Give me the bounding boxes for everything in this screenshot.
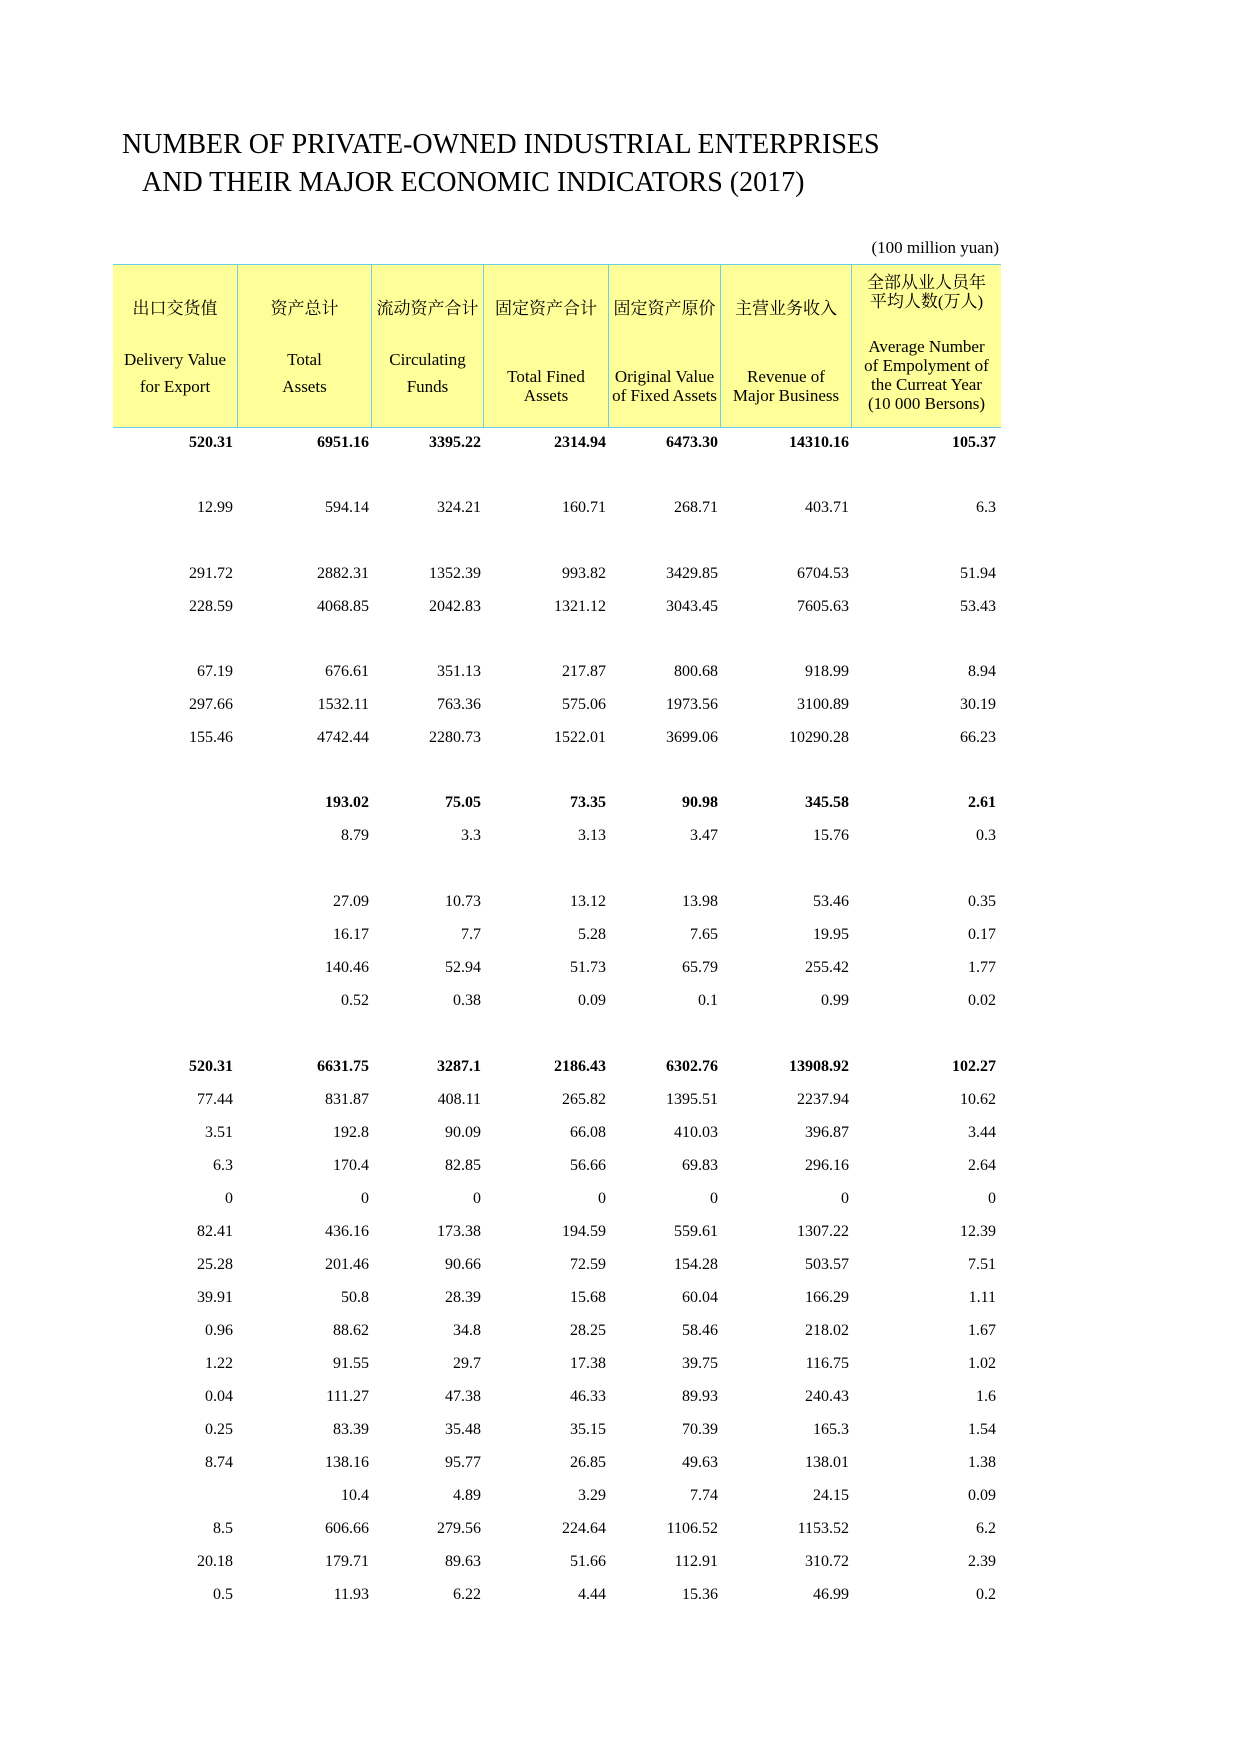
cell-fixed-assets: 575.06 — [562, 696, 606, 713]
cell-revenue: 10290.28 — [789, 729, 849, 746]
cell-total-assets: 88.62 — [333, 1322, 369, 1339]
table-row — [113, 1058, 1001, 1082]
header-revenue — [720, 265, 851, 427]
cell-original-value: 65.79 — [682, 959, 718, 976]
table-row — [113, 729, 1001, 753]
cell-export: 8.5 — [213, 1520, 233, 1537]
cell-employment: 12.39 — [960, 1223, 996, 1240]
cell-circulating-funds: 1352.39 — [429, 565, 481, 582]
cell-total-assets: 6951.16 — [317, 434, 369, 451]
cell-circulating-funds: 173.38 — [437, 1223, 481, 1240]
cell-employment: 0.3 — [976, 827, 996, 844]
cell-circulating-funds: 34.8 — [453, 1322, 481, 1339]
cell-fixed-assets: 26.85 — [570, 1454, 606, 1471]
table-row — [113, 1553, 1001, 1577]
header-export-cn: 出口交货值 — [132, 299, 218, 318]
cell-employment: 0.02 — [968, 992, 996, 1009]
cell-fixed-assets: 217.87 — [562, 663, 606, 680]
table-row — [113, 1223, 1001, 1247]
cell-employment: 1.6 — [976, 1388, 996, 1405]
cell-revenue: 138.01 — [805, 1454, 849, 1471]
cell-total-assets: 111.27 — [326, 1388, 369, 1405]
cell-total-assets: 4742.44 — [317, 729, 369, 746]
cell-fixed-assets: 51.66 — [570, 1553, 606, 1570]
cell-total-assets: 10.4 — [341, 1487, 369, 1504]
cell-circulating-funds: 52.94 — [445, 959, 481, 976]
table-row — [113, 1520, 1001, 1544]
header-original-value-cn: 固定资产原价 — [613, 299, 716, 318]
unit-note: (100 million yuan) — [871, 238, 999, 257]
header-employment-en-3: the Curreat Year — [871, 375, 982, 394]
cell-total-assets: 8.79 — [341, 827, 369, 844]
cell-total-assets: 676.61 — [325, 663, 369, 680]
table-row — [113, 565, 1001, 589]
cell-original-value: 3.47 — [690, 827, 718, 844]
cell-original-value: 800.68 — [674, 663, 718, 680]
cell-total-assets: 201.46 — [325, 1256, 369, 1273]
cell-total-assets: 4068.85 — [317, 598, 369, 615]
cell-circulating-funds: 2280.73 — [429, 729, 481, 746]
cell-original-value: 39.75 — [682, 1355, 718, 1372]
cell-total-assets: 6631.75 — [317, 1058, 369, 1075]
cell-fixed-assets: 2186.43 — [554, 1058, 606, 1075]
cell-employment: 1.67 — [968, 1322, 996, 1339]
cell-export: 77.44 — [197, 1091, 233, 1108]
cell-revenue: 0.99 — [821, 992, 849, 1009]
table-row — [113, 1289, 1001, 1313]
cell-circulating-funds: 47.38 — [445, 1388, 481, 1405]
cell-employment: 1.02 — [968, 1355, 996, 1372]
cell-revenue: 1307.22 — [797, 1223, 849, 1240]
cell-total-assets: 91.55 — [333, 1355, 369, 1372]
cell-revenue: 296.16 — [805, 1157, 849, 1174]
cell-original-value: 7.65 — [690, 926, 718, 943]
cell-total-assets: 192.8 — [333, 1124, 369, 1141]
cell-total-assets: 0 — [361, 1190, 369, 1207]
cell-original-value: 70.39 — [682, 1421, 718, 1438]
cell-circulating-funds: 29.7 — [453, 1355, 481, 1372]
cell-revenue: 0 — [841, 1190, 849, 1207]
cell-export: 6.3 — [213, 1157, 233, 1174]
cell-revenue: 3100.89 — [797, 696, 849, 713]
cell-fixed-assets: 13.12 — [570, 893, 606, 910]
table-row — [113, 1454, 1001, 1478]
cell-employment: 105.37 — [952, 434, 996, 451]
cell-employment: 102.27 — [952, 1058, 996, 1075]
cell-export: 0.25 — [205, 1421, 233, 1438]
table-row — [113, 499, 1001, 523]
header-circulating-funds-cn: 流动资产合计 — [376, 299, 479, 318]
header-employment-en-1: Average Number — [868, 337, 985, 356]
cell-original-value: 90.98 — [682, 794, 718, 811]
cell-original-value: 89.93 — [682, 1388, 718, 1405]
cell-fixed-assets: 15.68 — [570, 1289, 606, 1306]
header-employment — [851, 265, 1001, 427]
cell-revenue: 1153.52 — [797, 1520, 849, 1537]
cell-employment: 2.39 — [968, 1553, 996, 1570]
header-fixed-assets-cn: 固定资产合计 — [495, 299, 597, 318]
cell-employment: 7.51 — [968, 1256, 996, 1273]
cell-revenue: 24.15 — [813, 1487, 849, 1504]
cell-fixed-assets: 0.09 — [578, 992, 606, 1009]
cell-circulating-funds: 89.63 — [445, 1553, 481, 1570]
cell-original-value: 1973.56 — [666, 696, 718, 713]
cell-export: 3.51 — [205, 1124, 233, 1141]
cell-total-assets: 11.93 — [333, 1586, 369, 1603]
header-circulating-funds-en-1: Circulating — [389, 350, 466, 369]
cell-fixed-assets: 1522.01 — [554, 729, 606, 746]
cell-export: 228.59 — [189, 598, 233, 615]
cell-original-value: 13.98 — [682, 893, 718, 910]
cell-circulating-funds: 279.56 — [437, 1520, 481, 1537]
cell-total-assets: 606.66 — [325, 1520, 369, 1537]
cell-revenue: 2237.94 — [797, 1091, 849, 1108]
cell-original-value: 6302.76 — [666, 1058, 718, 1075]
cell-circulating-funds: 351.13 — [437, 663, 481, 680]
cell-export: 520.31 — [189, 1058, 233, 1075]
cell-circulating-funds: 324.21 — [437, 499, 481, 516]
header-revenue-en-1: Revenue of — [747, 367, 825, 386]
cell-circulating-funds: 0 — [473, 1190, 481, 1207]
header-total-assets-cn: 资产总计 — [270, 299, 339, 318]
table-row — [113, 434, 1001, 458]
cell-fixed-assets: 72.59 — [570, 1256, 606, 1273]
table-row — [113, 1421, 1001, 1445]
cell-total-assets: 179.71 — [325, 1553, 369, 1570]
cell-circulating-funds: 75.05 — [445, 794, 481, 811]
cell-circulating-funds: 3.3 — [461, 827, 481, 844]
cell-employment: 2.64 — [968, 1157, 996, 1174]
title-line-2: AND THEIR MAJOR ECONOMIC INDICATORS (2017) — [142, 167, 805, 198]
cell-fixed-assets: 46.33 — [570, 1388, 606, 1405]
cell-fixed-assets: 194.59 — [562, 1223, 606, 1240]
header-original-value-en-2: of Fixed Assets — [612, 386, 717, 405]
cell-fixed-assets: 265.82 — [562, 1091, 606, 1108]
cell-employment: 0.17 — [968, 926, 996, 943]
cell-original-value: 559.61 — [674, 1223, 718, 1240]
cell-employment: 1.54 — [968, 1421, 996, 1438]
table-row — [113, 1256, 1001, 1280]
cell-original-value: 58.46 — [682, 1322, 718, 1339]
cell-total-assets: 436.16 — [325, 1223, 369, 1240]
cell-total-assets: 138.16 — [325, 1454, 369, 1471]
cell-employment: 6.3 — [976, 499, 996, 516]
cell-employment: 0 — [988, 1190, 996, 1207]
cell-revenue: 13908.92 — [789, 1058, 849, 1075]
cell-fixed-assets: 2314.94 — [554, 434, 606, 451]
cell-fixed-assets: 224.64 — [562, 1520, 606, 1537]
cell-revenue: 403.71 — [805, 499, 849, 516]
cell-employment: 3.44 — [968, 1124, 996, 1141]
cell-fixed-assets: 56.66 — [570, 1157, 606, 1174]
cell-circulating-funds: 7.7 — [461, 926, 481, 943]
header-employment-en-4: (10 000 Bersons) — [867, 394, 986, 413]
cell-revenue: 46.99 — [813, 1586, 849, 1603]
cell-export: 39.91 — [197, 1289, 233, 1306]
cell-revenue: 14310.16 — [789, 434, 849, 451]
table-row — [113, 598, 1001, 622]
header-revenue-en-2: Major Business — [732, 386, 840, 405]
cell-export: 12.99 — [197, 499, 233, 516]
cell-export: 0.04 — [205, 1388, 233, 1405]
cell-circulating-funds: 4.89 — [453, 1487, 481, 1504]
cell-total-assets: 140.46 — [325, 959, 369, 976]
cell-export: 155.46 — [189, 729, 233, 746]
table-row — [113, 1091, 1001, 1115]
cell-export: 0.5 — [213, 1586, 233, 1603]
header-original-value-en-1: Original Value — [614, 367, 715, 386]
header-fixed-assets-en-2: Assets — [523, 386, 569, 405]
cell-original-value: 69.83 — [682, 1157, 718, 1174]
cell-total-assets: 83.39 — [333, 1421, 369, 1438]
cell-fixed-assets: 1321.12 — [554, 598, 606, 615]
header-employment-cn-1: 全部从业人员年 — [867, 273, 986, 292]
cell-original-value: 15.36 — [682, 1586, 718, 1603]
cell-original-value: 154.28 — [674, 1256, 718, 1273]
cell-export: 0.96 — [205, 1322, 233, 1339]
table-row — [113, 1487, 1001, 1511]
cell-original-value: 1395.51 — [666, 1091, 718, 1108]
cell-original-value: 7.74 — [690, 1487, 718, 1504]
cell-original-value: 60.04 — [682, 1289, 718, 1306]
table-row — [113, 663, 1001, 687]
cell-fixed-assets: 3.13 — [578, 827, 606, 844]
cell-original-value: 3429.85 — [666, 565, 718, 582]
cell-employment: 2.61 — [968, 794, 996, 811]
table-row — [113, 959, 1001, 983]
cell-fixed-assets: 28.25 — [570, 1322, 606, 1339]
cell-circulating-funds: 90.09 — [445, 1124, 481, 1141]
cell-revenue: 503.57 — [805, 1256, 849, 1273]
table-row — [113, 1190, 1001, 1214]
table-row — [113, 1586, 1001, 1610]
table-row — [113, 1355, 1001, 1379]
table-row — [113, 1388, 1001, 1412]
cell-employment: 6.2 — [976, 1520, 996, 1537]
page-title — [122, 126, 880, 202]
cell-employment: 0.35 — [968, 893, 996, 910]
cell-revenue: 218.02 — [805, 1322, 849, 1339]
title-line-1: NUMBER OF PRIVATE-OWNED INDUSTRIAL ENTERPRISES — [122, 129, 880, 160]
header-export — [113, 265, 237, 427]
cell-employment: 1.38 — [968, 1454, 996, 1471]
cell-revenue: 918.99 — [805, 663, 849, 680]
cell-export: 297.66 — [189, 696, 233, 713]
cell-revenue: 7605.63 — [797, 598, 849, 615]
header-original-value — [608, 265, 720, 427]
cell-original-value: 268.71 — [674, 499, 718, 516]
cell-fixed-assets: 35.15 — [570, 1421, 606, 1438]
header-export-en-1: Delivery Value — [123, 350, 227, 369]
cell-total-assets: 2882.31 — [317, 565, 369, 582]
cell-total-assets: 1532.11 — [317, 696, 369, 713]
cell-original-value: 0 — [710, 1190, 718, 1207]
cell-fixed-assets: 3.29 — [578, 1487, 606, 1504]
cell-total-assets: 0.52 — [341, 992, 369, 1009]
table-row — [113, 992, 1001, 1016]
table-row — [113, 893, 1001, 917]
cell-circulating-funds: 10.73 — [445, 893, 481, 910]
cell-revenue: 345.58 — [805, 794, 849, 811]
header-revenue-cn: 主营业务收入 — [735, 299, 837, 318]
header-employment-en-2: of Empolyment of — [864, 356, 989, 375]
header-fixed-assets-en-1: Total Fined — [507, 367, 585, 386]
cell-export: 25.28 — [197, 1256, 233, 1273]
cell-fixed-assets: 0 — [598, 1190, 606, 1207]
cell-revenue: 116.75 — [805, 1355, 849, 1372]
cell-original-value: 49.63 — [682, 1454, 718, 1471]
cell-original-value: 3043.45 — [666, 598, 718, 615]
cell-total-assets: 16.17 — [333, 926, 369, 943]
cell-total-assets: 50.8 — [341, 1289, 369, 1306]
cell-employment: 53.43 — [960, 598, 996, 615]
cell-total-assets: 594.14 — [325, 499, 369, 516]
cell-circulating-funds: 90.66 — [445, 1256, 481, 1273]
cell-export: 67.19 — [197, 663, 233, 680]
cell-original-value: 3699.06 — [666, 729, 718, 746]
table-row — [113, 1322, 1001, 1346]
cell-total-assets: 193.02 — [325, 794, 369, 811]
cell-fixed-assets: 993.82 — [562, 565, 606, 582]
cell-fixed-assets: 160.71 — [562, 499, 606, 516]
cell-fixed-assets: 4.44 — [578, 1586, 606, 1603]
cell-circulating-funds: 3287.1 — [437, 1058, 481, 1075]
cell-fixed-assets: 5.28 — [578, 926, 606, 943]
header-circulating-funds — [371, 265, 483, 427]
cell-fixed-assets: 17.38 — [570, 1355, 606, 1372]
header-total-assets — [237, 265, 371, 427]
table-row — [113, 827, 1001, 851]
cell-export: 520.31 — [189, 434, 233, 451]
cell-export: 82.41 — [197, 1223, 233, 1240]
table-row — [113, 794, 1001, 818]
cell-employment: 66.23 — [960, 729, 996, 746]
cell-original-value: 1106.52 — [666, 1520, 718, 1537]
header-export-en-2: for Export — [139, 377, 211, 396]
cell-revenue: 240.43 — [805, 1388, 849, 1405]
header-fixed-assets — [483, 265, 608, 427]
cell-employment: 8.94 — [968, 663, 996, 680]
cell-original-value: 6473.30 — [666, 434, 718, 451]
cell-original-value: 410.03 — [674, 1124, 718, 1141]
cell-revenue: 396.87 — [805, 1124, 849, 1141]
cell-circulating-funds: 408.11 — [437, 1091, 481, 1108]
cell-revenue: 19.95 — [813, 926, 849, 943]
cell-revenue: 165.3 — [813, 1421, 849, 1438]
table-row — [113, 1157, 1001, 1181]
table-row — [113, 696, 1001, 720]
cell-export: 1.22 — [205, 1355, 233, 1372]
header-circulating-funds-en-2: Funds — [406, 377, 449, 396]
cell-original-value: 112.91 — [674, 1553, 718, 1570]
cell-circulating-funds: 6.22 — [453, 1586, 481, 1603]
cell-revenue: 15.76 — [813, 827, 849, 844]
cell-employment: 10.62 — [960, 1091, 996, 1108]
cell-revenue: 53.46 — [813, 893, 849, 910]
cell-export: 0 — [225, 1190, 233, 1207]
header-total-assets-en-2: Assets — [282, 377, 327, 396]
cell-fixed-assets: 51.73 — [570, 959, 606, 976]
cell-revenue: 6704.53 — [797, 565, 849, 582]
cell-revenue: 166.29 — [805, 1289, 849, 1306]
cell-circulating-funds: 28.39 — [445, 1289, 481, 1306]
cell-circulating-funds: 3395.22 — [429, 434, 481, 451]
header-employment-cn-2: 平均人数(万人) — [869, 292, 984, 311]
cell-circulating-funds: 2042.83 — [429, 598, 481, 615]
cell-circulating-funds: 95.77 — [445, 1454, 481, 1471]
cell-total-assets: 27.09 — [333, 893, 369, 910]
cell-circulating-funds: 82.85 — [445, 1157, 481, 1174]
cell-employment: 0.2 — [976, 1586, 996, 1603]
cell-employment: 1.77 — [968, 959, 996, 976]
table-row — [113, 926, 1001, 950]
table-row — [113, 1124, 1001, 1148]
cell-circulating-funds: 763.36 — [437, 696, 481, 713]
cell-employment: 51.94 — [960, 565, 996, 582]
cell-original-value: 0.1 — [698, 992, 718, 1009]
cell-circulating-funds: 35.48 — [445, 1421, 481, 1438]
cell-circulating-funds: 0.38 — [453, 992, 481, 1009]
cell-employment: 30.19 — [960, 696, 996, 713]
cell-export: 20.18 — [197, 1553, 233, 1570]
table-header — [113, 264, 1001, 428]
cell-fixed-assets: 73.35 — [570, 794, 606, 811]
cell-revenue: 310.72 — [805, 1553, 849, 1570]
cell-total-assets: 170.4 — [333, 1157, 369, 1174]
cell-total-assets: 831.87 — [325, 1091, 369, 1108]
cell-revenue: 255.42 — [805, 959, 849, 976]
header-total-assets-en-1: Total — [287, 350, 322, 369]
cell-employment: 1.11 — [968, 1289, 996, 1306]
cell-export: 8.74 — [205, 1454, 233, 1471]
cell-export: 291.72 — [189, 565, 233, 582]
cell-fixed-assets: 66.08 — [570, 1124, 606, 1141]
cell-employment: 0.09 — [968, 1487, 996, 1504]
